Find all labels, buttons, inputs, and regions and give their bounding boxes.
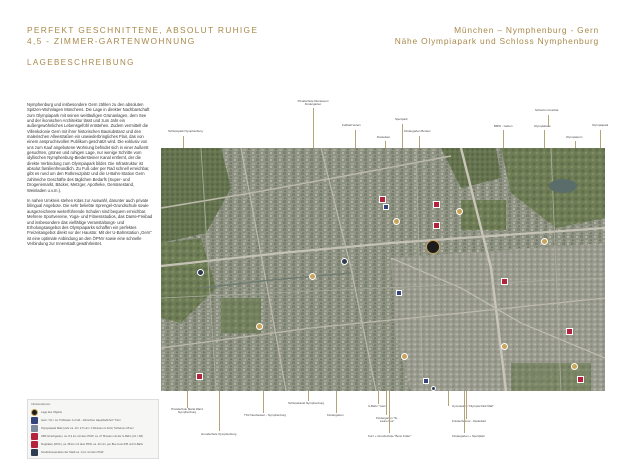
map-label: Olympiahalle [534, 124, 551, 128]
legend-text: Flughafen (MUC), ca. 38 km mit dem PKW, ca. 40 min. per Bus Linie 635 und U-Bahn [41, 442, 144, 446]
poi-circle-icon[interactable] [541, 238, 548, 245]
highway-icon [31, 449, 38, 456]
property-location-icon[interactable] [426, 240, 440, 254]
poi-circle-icon[interactable] [309, 273, 316, 280]
location-heading [395, 25, 599, 46]
school-icon[interactable] [501, 278, 508, 285]
property-title [27, 25, 258, 46]
map-label: TSV Neuhausen - Nymphenburg [244, 413, 286, 417]
airplane-icon [31, 441, 38, 448]
legend-text: Lage des Objekts [41, 410, 62, 414]
school-icon[interactable] [196, 373, 203, 380]
legend-text: Sonderkooperation der Stadt ca. 1 km mit dem PKW [41, 450, 104, 454]
map-label: Dantebad [377, 135, 390, 139]
map-label: Gymnasium "Olympia Park Mall" [452, 404, 494, 408]
legend-row [31, 441, 156, 448]
title-line-2: 4,5 - ZIMMER-GARTENWOHNUNG [27, 35, 196, 46]
description-text [27, 102, 154, 252]
legend-text: OBF Hirschgarten, ca. 8,2 km mit dem PKW, ca. 27 Minuten mit der U-Bahn (U1 / S8) [41, 434, 143, 438]
description-paragraph-2: In nahen Umkreis stehen Kitas zur Auswahl, darunter auch private bilingual Angebote. Die sehr beliebte Sprengel-Grundschule sowie ausgezeichnete weiterführende Schulen sind bequem erreichbar. Mehrere Sportvereine, Yoga- und Fitnessstudios, das Dante-Freibad und insbesondere das vielfältige Veranstaltungs- und Erholungsangebot des Olympiaparks schaffen ein perfektes Freizeitangebot direkt vor der Haustür. Mit der U-Bahnstation „Gern" ist eine optimale Anbindung an den ÖPNV sowie eine schnelle Verbindung zur Innenstadt gewährleistet. [27, 198, 153, 246]
ubahn-icon[interactable] [396, 290, 402, 296]
legend-row [31, 417, 156, 424]
location-line-1: München – Nymphenburg - Gern [454, 25, 599, 35]
school-icon[interactable] [566, 328, 573, 335]
map-label: Kindergarten [327, 413, 344, 417]
school-icon[interactable] [577, 376, 584, 383]
location-line-2: Nähe Olympiapark und Schloss Nymphenburg [394, 35, 599, 46]
ubahn-icon[interactable] [383, 204, 389, 210]
legend-text: Olympiapark Mall (mehr ca. 10 / 2,5 min / 2 Minuten zu Fuß | Schwimm 25 km [41, 426, 134, 430]
poi-circle-icon[interactable] [501, 343, 508, 350]
poi-circle-icon[interactable] [571, 363, 578, 370]
description-paragraph-1: Nymphenburg und insbesondere Gern zählen zu den absoluten Spitzen-Wohnlagen Münchens. Die Lage in direkter Nachbarschaft zum Olympiapark mit seinen weitläufigen Grünanlagen, dem See und der ikonischen Architektur lässt und zum Jahr ein außergewöhnliches Lebensgefühl entstehen. Zudem vermittelt die Villenkolonie Gern mit ihrer historischen Bausubstanz und den malerischen Alleestraßen ein unwiederbringliches Flair, das von einem anspruchsvollen Publikum geschätzt wird. Die exklusiv von uns zum Kauf angebotene Wohnung befindet sich in einer äußerst gesuchten, grünen und ruhigen Lage, nur wenige Schritte vom idyllischen Nymphenburg-Biedersteiner Kanal entfernt, der die direkte Verbindung zum Olympiapark bildet. Die Infrastruktur ist absolut familienfreundlich. Zu Fuß oder per Rad schnell erreichbar, gibt es rund um den Rotkreuzplatz und die U-Bahn-Station Gern zahlreiche Geschäfte des täglichen Bedarfs (Super- und Drogeriemarkt, Bäcker, Metzger, Apotheke, Gemüsestand, Weinladen u.v.m.). [27, 102, 150, 193]
aerial-map[interactable] [161, 148, 605, 391]
map-label: Friedenheimer - Dantebad [452, 419, 486, 423]
map-label: Kindergarten + Sportplatz [452, 434, 485, 438]
playground-icon[interactable] [341, 258, 348, 265]
legend-row [31, 449, 156, 456]
legend-text: Gern / U1 / ca. 5 Minuten zu Fuß – Münchner Hauptbahnhof / 5 km [41, 418, 121, 422]
playground-icon[interactable] [431, 386, 436, 391]
shopping-icon [31, 425, 38, 432]
map-canvas [161, 148, 605, 391]
map-label: Kindergarten Borstei [404, 129, 431, 133]
legend-row [31, 433, 156, 440]
map-label: Schlosskanal Nymphenburg [288, 401, 324, 405]
ubahn-icon [31, 417, 38, 424]
school-icon[interactable] [379, 196, 386, 203]
map-label: Olympiaturm [566, 135, 583, 139]
school-icon[interactable] [433, 201, 440, 208]
section-title: LAGEBESCHREIBUNG [27, 58, 135, 67]
legend-title: Infrastrukturen [31, 402, 51, 406]
title-line-1: PERFEKT GESCHNITTENE, ABSOLUT RUHIGE [27, 25, 259, 35]
map-label: Grundschule Nymphenburg [201, 432, 237, 436]
map-label: Fußball Verein [342, 123, 361, 127]
property-location-icon [31, 409, 38, 416]
poi-circle-icon[interactable] [256, 323, 263, 330]
poi-circle-icon[interactable] [401, 353, 408, 360]
map-label: U-Bahn "Gern" [368, 404, 388, 408]
map-label: Kurz + Grundschule "Bonn Fuller" [368, 434, 412, 438]
train-icon [31, 433, 38, 440]
legend-panel [27, 399, 159, 459]
map-label: Kindergarten "St. Laurentius" [376, 416, 398, 424]
poi-circle-icon[interactable] [456, 208, 463, 215]
poi-circle-icon[interactable] [393, 218, 400, 225]
legend-row [31, 409, 156, 416]
map-label: Privatschule Maria Ward Nymphenburg [171, 407, 203, 415]
ubahn-icon[interactable] [423, 378, 429, 384]
map-label: Schlosspark Nymphenburg [168, 129, 203, 133]
legend-row [31, 425, 156, 432]
map-label: BMW - Garten [494, 124, 513, 128]
map-label: Schwimm Festival [535, 108, 559, 112]
map-label: Olympiapark [592, 123, 609, 127]
playground-icon[interactable] [197, 269, 204, 276]
school-icon[interactable] [433, 222, 440, 229]
map-label: Sportpark [395, 117, 408, 121]
map-label: Privatschule Montessori Kindergarten [297, 99, 329, 107]
